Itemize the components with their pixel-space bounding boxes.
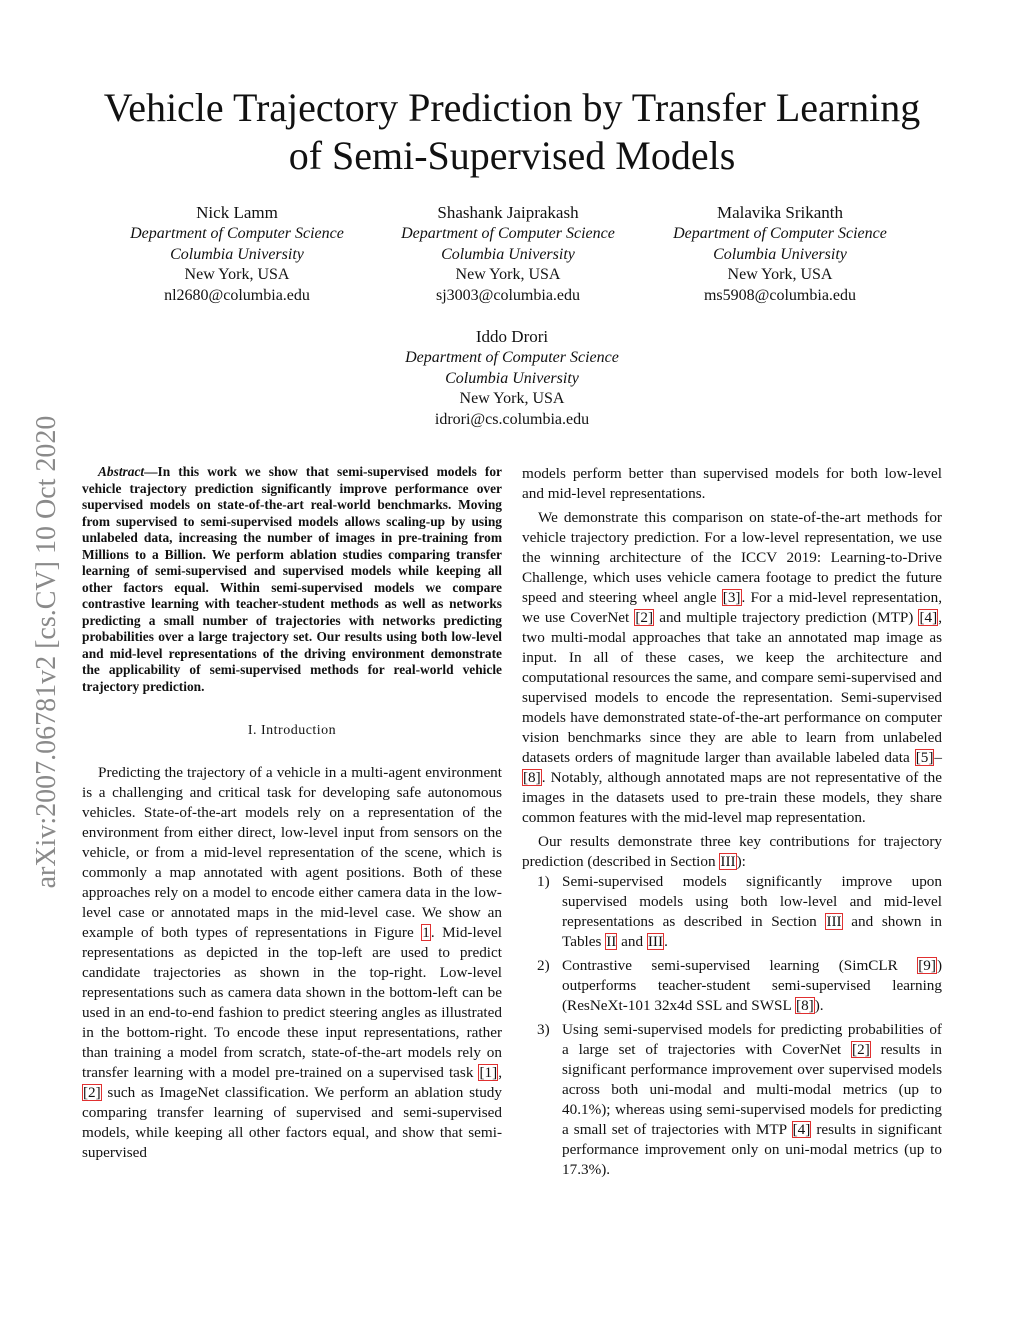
paragraph-text: We demonstrate this comparison on state-of-the-art methods for vehicle trajectory prediction. For a low-level representation, we use the winning architecture of the ICCV 2019: Learning-to-Drive Challenge, which uses vehicle camera footage to predict the future speed and steering wheel angle xyxy=(522,509,942,606)
paragraph-text: and multiple trajectory prediction (MTP) xyxy=(654,609,919,626)
author-department: Department of Computer Science xyxy=(130,225,344,242)
list-item xyxy=(522,872,942,952)
citation-link[interactable]: [2] xyxy=(852,1041,870,1058)
citation-link[interactable]: [4] xyxy=(919,609,938,626)
list-item-text: ). xyxy=(814,997,824,1014)
author-email[interactable]: ms5908@columbia.edu xyxy=(703,286,857,304)
author-block xyxy=(368,202,648,306)
author-city: New York, USA xyxy=(727,266,833,283)
abstract xyxy=(82,464,502,695)
list-item-text: results in significant performance improvement over supervised models across both uni-modal and multi-modal metrics (up to 40.1%); whereas using semi-supervised models for predicting a small set of trajectories with MTP xyxy=(562,1041,942,1138)
list-item-text: . xyxy=(664,933,668,950)
author-university: Columbia University xyxy=(445,369,579,387)
paragraph-text: – xyxy=(934,749,942,766)
list-item-text: and xyxy=(617,933,647,950)
author-university: Columbia University xyxy=(441,245,575,263)
title-line-1: Vehicle Trajectory Prediction by Transfer Learning xyxy=(103,85,921,130)
author-block xyxy=(640,202,920,306)
intro-paragraph-1 xyxy=(82,763,502,1163)
list-item-number: 1) xyxy=(537,873,550,890)
citation-link[interactable]: [3] xyxy=(722,589,741,606)
citation-link[interactable]: [9] xyxy=(918,957,936,974)
author-university: Columbia University xyxy=(713,245,847,263)
author-name: Iddo Drori xyxy=(475,327,549,346)
list-item-number: 3) xyxy=(537,1021,550,1038)
abstract-label: Abstract xyxy=(98,464,145,479)
author-name: Nick Lamm xyxy=(196,203,278,222)
paragraph-text: , two multi-modal approaches that take an annotated map image as input. In all of these cases, we keep the architecture and computational resources the same, and compare semi-supervised and supervised models to encode the representation. Semi-supervised models have demonstrated state-of-the-art performance on computer vision benchmarks since they are able to learn from unlabeled datasets orders of magnitude larger than available labeled data xyxy=(522,609,942,766)
intro-paragraph-2 xyxy=(522,508,942,828)
citation-link[interactable]: [8] xyxy=(796,997,814,1014)
paragraph-text: Our results demonstrate three key contributions for trajectory prediction (described in Section xyxy=(522,833,942,870)
title-line-2: of Semi-Supervised Models xyxy=(288,133,736,178)
author-email[interactable]: idrori@cs.columbia.edu xyxy=(434,410,590,428)
author-city: New York, USA xyxy=(184,266,290,283)
citation-link[interactable]: [1] xyxy=(479,1064,498,1081)
section-heading-introduction: I. Introduction xyxy=(247,723,337,738)
author-name: Shashank Jaiprakash xyxy=(437,203,579,222)
contributions-list xyxy=(522,872,942,1180)
paragraph-text: Predicting the trajectory of a vehicle in a multi-agent environment is a challenging and critical task for developing safe autonomous vehicles. State-of-the-art models rely on a representation of the environment from either direct, low-level input from sensors on the vehicle, or from a mid-level representation of the scene, which is commonly a map annotated with agent positions. Both of these approaches rely on a model to encode either camera data in the low-level case or annotated maps in the mid-level case. We show an example of both types of representations in Figure xyxy=(82,764,502,941)
paragraph-text: . For a mid-level representation, we use CoverNet xyxy=(522,589,942,626)
author-block xyxy=(97,202,377,306)
section-reference-link[interactable]: III xyxy=(826,913,842,930)
author-department: Department of Computer Science xyxy=(401,225,615,242)
author-department: Department of Computer Science xyxy=(405,349,619,366)
citation-link[interactable]: [2] xyxy=(83,1084,101,1101)
section-reference-link[interactable]: III xyxy=(720,853,736,870)
author-city: New York, USA xyxy=(459,390,565,407)
list-item-text: Contrastive semi-supervised learning (SimCLR xyxy=(562,957,918,974)
list-item-text: Semi-supervised models significantly improve upon supervised models using both low-level and mid-level representations as described in Section xyxy=(562,873,942,930)
list-item-text: results in significant performance improvement only on uni-modal metrics (up to 17.3%). xyxy=(562,1121,942,1178)
paragraph-text: , xyxy=(498,1064,502,1081)
arxiv-identifier: arXiv:2007.06781v2 [cs.CV] 10 Oct 2020 xyxy=(31,415,62,889)
abstract-text: —In this work we show that semi-supervised models for vehicle trajectory prediction significantly improve performance over supervised models on state-of-the-art real-world benchmarks. Moving from supervised to semi-supervised models allows scaling-up by using unlabeled data, increasing the number of images in pre-training from Millions to a Billion. We perform ablation studies comparing transfer learning of semi-supervised and supervised models while keeping all other factors equal. Within semi-supervised models we compare contrastive learning with teacher-student methods as well as networks predicting a small number of trajectories with networks predicting probabilities over a large trajectory set. Our results using both low-level and mid-level representations of the driving environment demonstrate the applicability of semi-supervised methods for real-world vehicle trajectory prediction. xyxy=(82,464,502,694)
list-item-text: and shown in Tables xyxy=(562,913,942,950)
list-item xyxy=(522,956,942,1016)
citation-link[interactable]: [4] xyxy=(792,1121,811,1138)
paragraph-text: ): xyxy=(736,853,746,870)
list-item-text: ) outperforms teacher-student semi-supervised learning (ResNeXt-101 32x4d SSL and SWSL xyxy=(562,957,942,1014)
table-reference-link[interactable]: III xyxy=(647,933,664,950)
right-column xyxy=(522,464,942,1180)
figure-reference-link[interactable]: 1 xyxy=(422,924,430,941)
intro-paragraph-3 xyxy=(522,832,942,872)
author-email[interactable]: sj3003@columbia.edu xyxy=(435,286,581,304)
paper-title xyxy=(60,84,964,180)
left-column xyxy=(82,464,502,1163)
citation-link[interactable]: [8] xyxy=(523,769,541,786)
author-name: Malavika Srikanth xyxy=(716,203,844,222)
author-university: Columbia University xyxy=(170,245,304,263)
intro-paragraph-1-continued: models perform better than supervised models for both low-level and mid-level representations. xyxy=(522,465,942,502)
author-block xyxy=(372,326,652,430)
paragraph-text: . Notably, although annotated maps are not representative of the images in the datasets used to pre-train these models, they share common features with the mid-level map representation. xyxy=(522,769,942,826)
paragraph-text: . Mid-level representations as depicted in the top-left are used to predict candidate trajectories as shown in the top-right. Low-level representations such as camera data shown in the bottom-left can be used in an end-to-end fashion to predict steering angles as illustrated in the bottom-right. To encode these input representations, rather than training a model from scratch, state-of-the-art models rely on transfer learning with a model pre-trained on a supervised task xyxy=(82,924,502,1081)
citation-link[interactable]: [2] xyxy=(635,609,654,626)
author-city: New York, USA xyxy=(455,266,561,283)
author-email[interactable]: nl2680@columbia.edu xyxy=(164,286,310,304)
table-reference-link[interactable]: II xyxy=(606,933,617,950)
list-item xyxy=(522,1020,942,1180)
list-item-text: Using semi-supervised models for predicting probabilities of a large set of trajectories with CoverNet xyxy=(562,1021,942,1058)
citation-link[interactable]: [5] xyxy=(915,749,934,766)
list-item-number: 2) xyxy=(537,957,550,974)
paragraph-text: such as ImageNet classification. We perform an ablation study comparing transfer learning of supervised and semi-supervised models, while keeping all other factors equal, and show that semi-supervised xyxy=(82,1084,502,1161)
author-department: Department of Computer Science xyxy=(673,225,887,242)
